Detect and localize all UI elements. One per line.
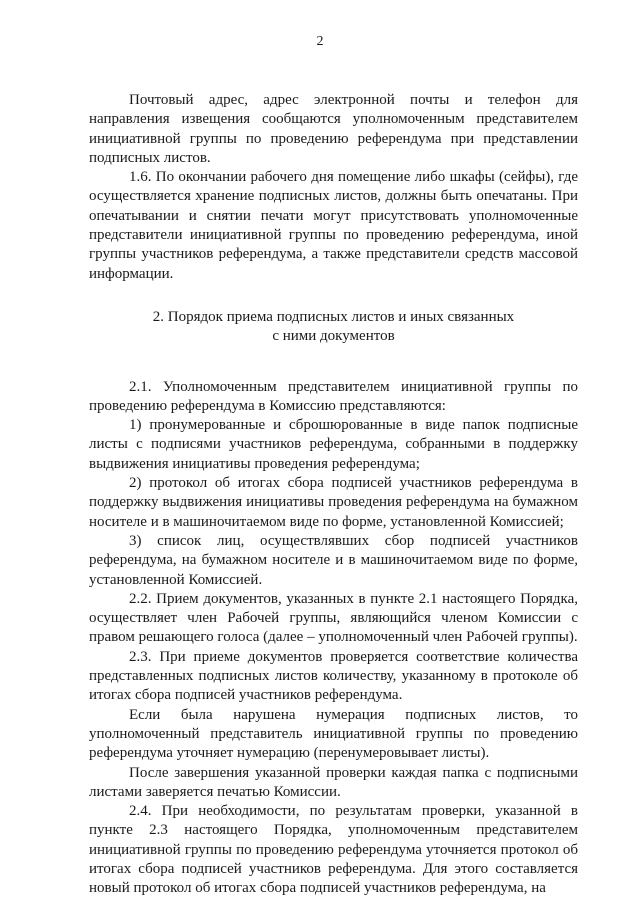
section-heading	[89, 308, 578, 347]
paragraph-seal: После завершения указанной проверки каждая папка с подписными листами заверяется печатью Комиссии.	[89, 764, 578, 800]
paragraph-1-6-sealing: 1.6. По окончании рабочего дня помещение либо шкафы (сейфы), где осуществляется хранение подписных листов, должны быть опечатаны. При опечатывании и снятии печати могут присутствовать уполномоченные представители инициативной группы по проведению референдума, иной группы участников референдума, а также представители средств массовой информации.	[89, 169, 578, 282]
paragraph-2-4: 2.4. При необходимости, по результатам проверки, указанной в пункте 2.3 настоящего Порядка, уполномоченным представителем инициативной группы по проведению референдума уточняется протокол об итогах сбора подписей участников референдума. Для этого составляется новый протокол об итогах сбора подписей участников референдума, на	[89, 803, 578, 897]
paragraph-numbering: Если была нарушена нумерация подписных листов, то уполномоченный представитель инициативной группы по проведению референдума уточняет нумерацию (перенумеровывает листы).	[89, 706, 578, 762]
page-number: 2	[316, 34, 324, 49]
section-heading-line-1: 2. Порядок приема подписных листов и иных связанных	[152, 308, 515, 325]
list-item-2: 2) протокол об итогах сбора подписей участников референдума в поддержку выдвижения инициативы проведения референдума на бумажном носителе и в машиночитаемом виде по форме, установленной Комиссией;	[89, 475, 578, 530]
list-item-3: 3) список лиц, осуществлявших сбор подписей участников референдума, на бумажном носителе и в машиночитаемом виде по форме, установленной Комиссией.	[89, 532, 578, 588]
paragraph-2-2: 2.2. Прием документов, указанных в пункте 2.1 настоящего Порядка, осуществляет член Рабочей группы, являющийся членом Комиссии с правом решающего голоса (далее – уполномоченный член Рабочей группы).	[89, 590, 578, 646]
paragraph-2-1: 2.1. Уполномоченным представителем инициативной группы по проведению референдума в Комиссию представляются:	[89, 378, 578, 414]
document-body	[89, 91, 578, 899]
paragraph-2-3: 2.3. При приеме документов проверяется соответствие количества представленных подписных листов количеству, указанному в протоколе об итогах сбора подписей участников референдума.	[89, 648, 578, 704]
section-heading-line-2: с ними документов	[272, 328, 395, 345]
list-item-1: 1) пронумерованные и сброшюрованные в виде папок подписные листы с подписями участников референдума, собранными в поддержку выдвижения инициативы проведения референдума;	[89, 417, 578, 472]
paragraph-address-notice: Почтовый адрес, адрес электронной почты и телефон для направления извещения сообщаются уполномоченным представителем инициативной группы по проведению референдума при представлении подписных листов.	[89, 92, 578, 166]
